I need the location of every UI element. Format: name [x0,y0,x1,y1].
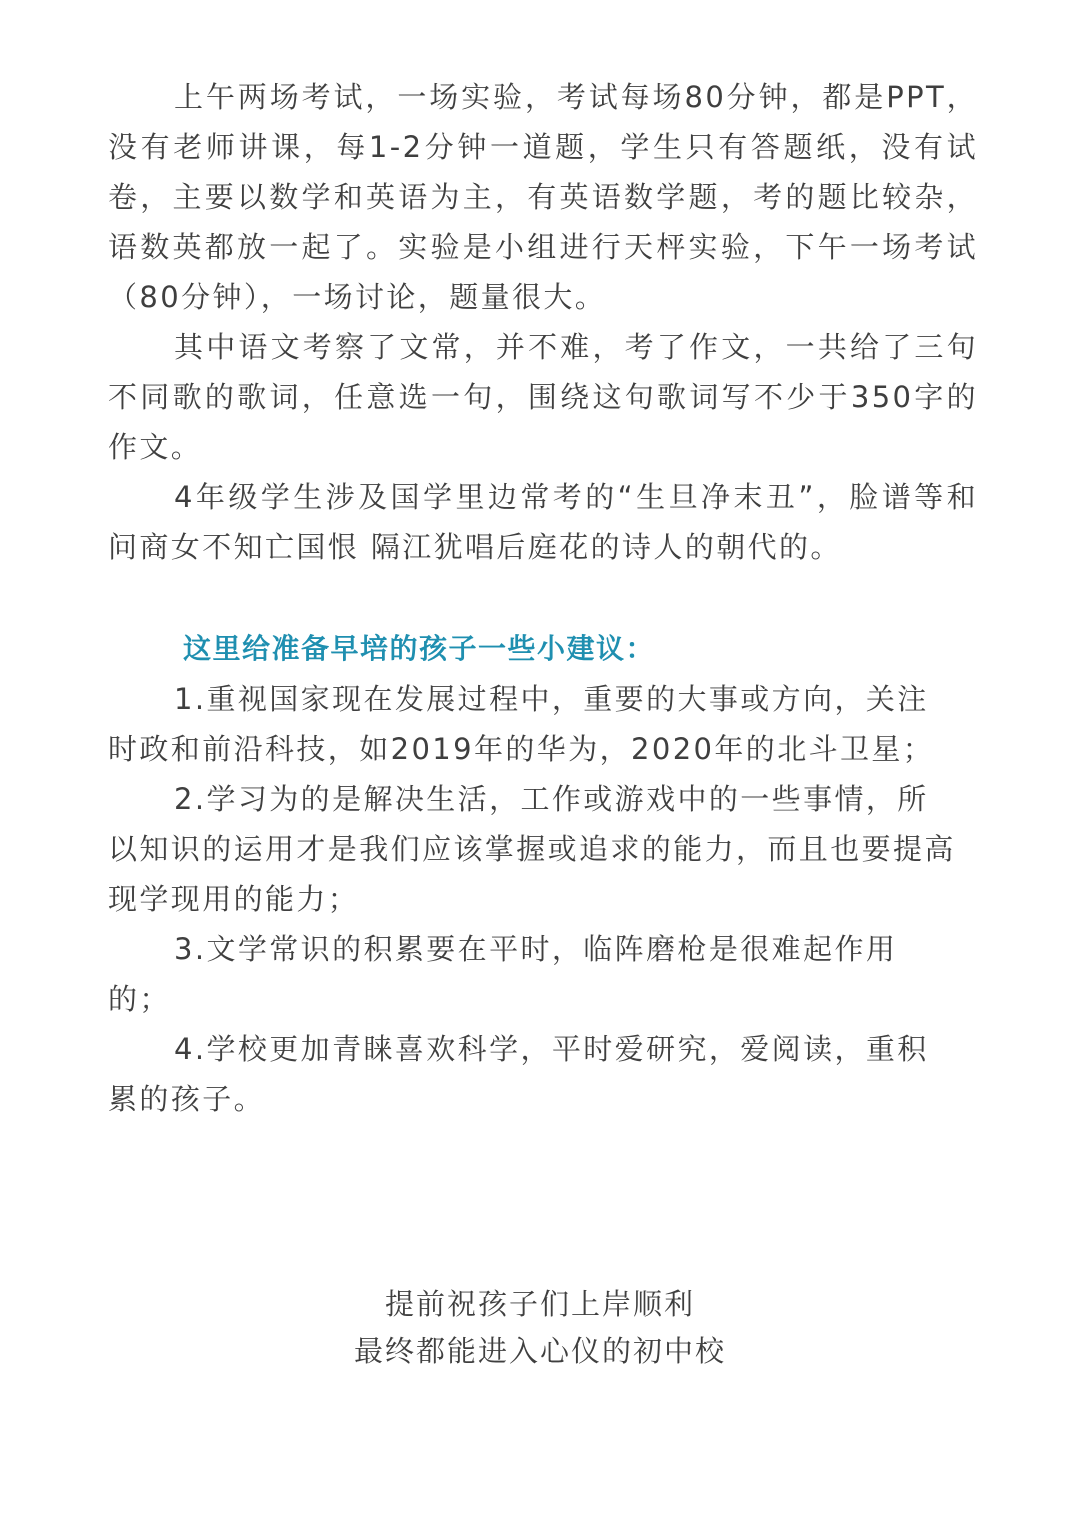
suggestion-item: 3.文学常识的积累要在平时，临阵磨枪是很难起作用的； [108,932,898,1016]
suggestion-item: 4.学校更加青睐喜欢科学，平时爱研究，爱阅读，重积累的孩子。 [108,1032,929,1116]
closing-line-2: 最终都能进入心仪的初中校 [353,1334,726,1368]
suggestion-item: 2.学习为的是解决生活，工作或游戏中的一些事情，所以知识的运用才是我们应该掌握或追求的能力，而且也要提高现学现用的能力； [108,782,956,916]
suggestion-item: 1.重视国家现在发展过程中，重要的大事或方向，关注时政和前沿科技，如2019年的华为，2020年的北斗卫星； [108,682,935,766]
suggestion-list [108,674,978,1124]
paragraph-chinese-section: 其中语文考察了文常，并不难，考了作文，一共给了三句不同歌的歌词，任意选一句，围绕这句歌词写不少于350字的作文。 [108,330,978,464]
section-heading-suggestions: 这里给准备早培的孩子一些小建议： [183,632,656,665]
closing-message [0,1281,1080,1375]
paragraph-exam-format: 上午两场考试，一场实验，考试每场80分钟，都是PPT，没有老师讲课，每1-2分钟一道题，学生只有答题纸，没有试卷，主要以数学和英语为主，有英语数学题，考的题比较杂，语数英都放一起了。实验是小组进行天枰实验，下午一场考试（80分钟），一场讨论，题量很大。 [108,80,978,314]
article-body [108,72,978,1124]
closing-line-1: 提前祝孩子们上岸顺利 [384,1287,695,1321]
paragraph-grade4-content: 4年级学生涉及国学里边常考的“生旦净末丑”，脸谱等和问商女不知亡国恨 隔江犹唱后庭花的诗人的朝代的。 [108,480,978,564]
